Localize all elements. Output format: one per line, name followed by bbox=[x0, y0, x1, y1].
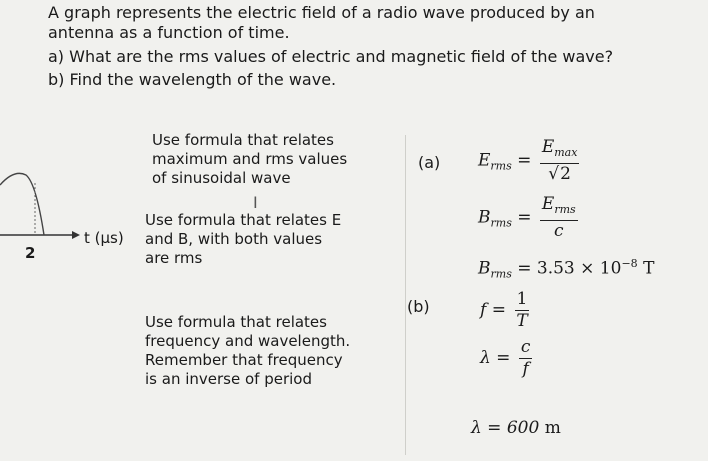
brms-value-number: = 3.53 × 10 bbox=[517, 258, 622, 279]
graph-x-axis-label: t (μs) bbox=[84, 229, 124, 247]
emax-subscript: max bbox=[554, 146, 578, 159]
note3-line-2: frequency and wavelength. bbox=[145, 332, 351, 350]
note1-line-3: of sinusoidal wave bbox=[152, 169, 291, 187]
problem-part-b: b) Find the wavelength of the wave. bbox=[48, 70, 337, 89]
note2-line-3: are rms bbox=[145, 249, 203, 267]
erms-num-subscript: rms bbox=[554, 203, 576, 216]
note1-line-2: maximum and rms values bbox=[152, 150, 348, 168]
c-over-f bbox=[519, 338, 533, 379]
equation-wavelength bbox=[480, 338, 535, 379]
period-symbol: T bbox=[516, 311, 528, 331]
solution-label-a: (a) bbox=[418, 153, 441, 172]
problem-part-a: a) What are the rms values of electric and magnetic field of the wave? bbox=[48, 47, 614, 66]
note1-line-1: Use formula that relates bbox=[152, 131, 334, 149]
one-over-period bbox=[514, 290, 529, 331]
sqrt-radicand: 2 bbox=[560, 164, 571, 184]
wavelength-lhs: λ = bbox=[480, 348, 511, 368]
note-wavelength-formula bbox=[145, 313, 350, 389]
erms-num-symbol: E bbox=[541, 194, 555, 214]
brms-value-symbol: B bbox=[478, 258, 491, 279]
frequency-lhs: f = bbox=[480, 300, 506, 320]
graph-x-tick-2: 2 bbox=[25, 244, 36, 262]
graph-wave-curve bbox=[0, 173, 44, 235]
erms-subscript: rms bbox=[490, 159, 512, 173]
equation-brms-value bbox=[478, 257, 654, 281]
graph-axis-arrow bbox=[72, 231, 80, 239]
frequency-numerator: 1 bbox=[516, 289, 528, 309]
equation-brms-formula: $B_{rms}$ = $\frac{E_{rms}}{c}$ bbox=[478, 194, 576, 241]
note-e-b-relation bbox=[145, 211, 341, 268]
brms-value-unit: T bbox=[643, 258, 655, 279]
note3-line-4: is an inverse of period bbox=[145, 370, 312, 388]
brms-value-subscript: rms bbox=[490, 267, 512, 281]
brms-symbol: B bbox=[478, 207, 491, 228]
emax-symbol: E bbox=[541, 137, 555, 157]
brms-subscript: rms bbox=[490, 216, 512, 230]
column-divider bbox=[405, 135, 406, 455]
erms-symbol: E bbox=[478, 150, 491, 171]
note2-line-1: Use formula that relates E bbox=[145, 211, 342, 229]
wavelength-result-unit: m bbox=[544, 418, 561, 438]
speed-of-light-symbol: c bbox=[554, 221, 564, 241]
problem-line-1: A graph represents the electric field of a radio wave produced by an bbox=[48, 3, 595, 22]
note3-line-1: Use formula that relates bbox=[145, 313, 327, 331]
note3-line-3: Remember that frequency bbox=[145, 351, 343, 369]
note-rms-formula bbox=[152, 131, 347, 188]
problem-line-2: antenna as a function of time. bbox=[48, 23, 290, 42]
electric-field-graph-fragment bbox=[0, 155, 140, 265]
erms-over-c bbox=[540, 195, 578, 241]
solution-label-b: (b) bbox=[407, 297, 430, 316]
equation-erms: $E_{rms}$ = $\frac{E_{max}}{√2}$ bbox=[478, 137, 578, 184]
wavelength-denominator: f bbox=[522, 359, 529, 379]
equation-frequency bbox=[480, 290, 533, 331]
equation-wavelength-result bbox=[471, 418, 561, 438]
brms-value-exponent: −8 bbox=[621, 257, 638, 270]
text-cursor-icon: I bbox=[253, 193, 258, 212]
note2-line-2: and B, with both values bbox=[145, 230, 323, 248]
wavelength-result-value: λ = 600 bbox=[471, 418, 540, 438]
emax-over-sqrt2: $\frac{E_{max}}{√2}$ bbox=[541, 137, 578, 184]
wavelength-numerator: c bbox=[520, 337, 531, 357]
